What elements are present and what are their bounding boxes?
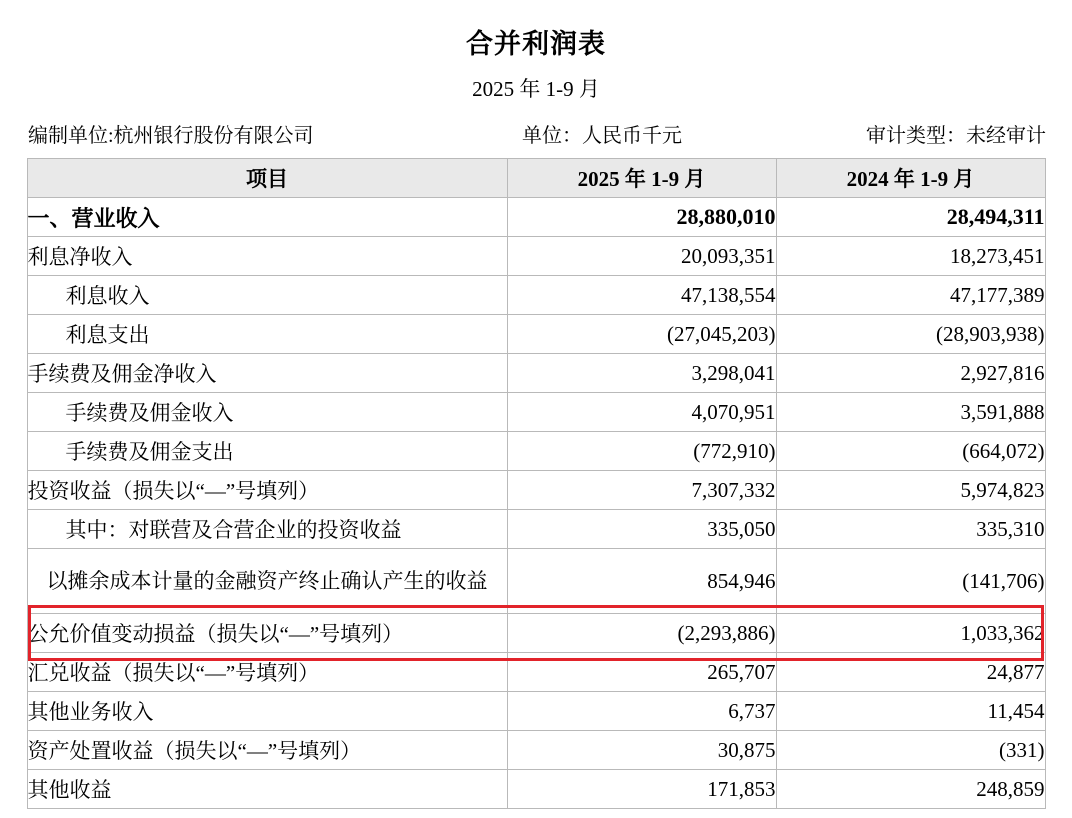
- table-row: [27, 471, 1045, 510]
- row-label: 其中：对联营及合营企业的投资收益: [27, 510, 507, 549]
- row-value-2025: 854,946: [507, 549, 776, 614]
- row-value-2024: 3,591,888: [776, 393, 1045, 432]
- row-value-2025: 6,737: [507, 692, 776, 731]
- row-label: 利息收入: [27, 276, 507, 315]
- meta-audit-type: 审计类型：未经审计: [866, 125, 1046, 147]
- page-title: 合并利润表: [466, 29, 606, 59]
- table-row: [27, 770, 1045, 809]
- row-label: 投资收益（损失以“—”号填列）: [27, 471, 507, 510]
- row-value-2025: 30,875: [507, 731, 776, 770]
- row-value-2025: 20,093,351: [507, 237, 776, 276]
- table-row: [27, 653, 1045, 692]
- table-row: [27, 315, 1045, 354]
- table-row: [27, 237, 1045, 276]
- row-value-2024: 2,927,816: [776, 354, 1045, 393]
- income-statement-table: [27, 158, 1046, 809]
- document-page: [0, 22, 1072, 818]
- row-value-2024: 47,177,389: [776, 276, 1045, 315]
- row-value-2025: 265,707: [507, 653, 776, 692]
- row-value-2025: (2,293,886): [507, 614, 776, 653]
- row-value-2024: (331): [776, 731, 1045, 770]
- table-row: [27, 198, 1045, 237]
- row-value-2024: 5,974,823: [776, 471, 1045, 510]
- row-value-2024: 248,859: [776, 770, 1045, 809]
- row-value-2024: (141,706): [776, 549, 1045, 614]
- table-row: [27, 432, 1045, 471]
- row-label: 汇兑收益（损失以“—”号填列）: [27, 653, 507, 692]
- row-value-2025: 171,853: [507, 770, 776, 809]
- row-value-2024: 335,310: [776, 510, 1045, 549]
- row-label: 一、营业收入: [27, 198, 507, 237]
- row-label: 利息净收入: [27, 237, 507, 276]
- row-value-2024: 1,033,362: [776, 614, 1045, 653]
- row-value-2025: 3,298,041: [507, 354, 776, 393]
- row-label: 手续费及佣金净收入: [27, 354, 507, 393]
- table-row: [27, 510, 1045, 549]
- table-header-row: [27, 159, 1045, 198]
- table-row: [27, 692, 1045, 731]
- table-row: [27, 276, 1045, 315]
- meta-preparer: 编制单位:杭州银行股份有限公司: [28, 125, 314, 147]
- table-row-highlighted: [27, 614, 1045, 653]
- row-value-2024: 24,877: [776, 653, 1045, 692]
- row-label: 其他业务收入: [27, 692, 507, 731]
- row-value-2024: 28,494,311: [776, 198, 1045, 237]
- meta-unit: 单位：人民币千元: [522, 125, 682, 147]
- page-subtitle: 2025 年 1-9 月: [472, 77, 600, 101]
- document-meta: [0, 119, 1072, 148]
- row-label: 资产处置收益（损失以“—”号填列）: [27, 731, 507, 770]
- row-value-2025: 28,880,010: [507, 198, 776, 237]
- row-value-2024: (28,903,938): [776, 315, 1045, 354]
- row-value-2025: 335,050: [507, 510, 776, 549]
- table-row: [27, 731, 1045, 770]
- column-header-2025: 2025 年 1-9 月: [507, 159, 776, 198]
- row-label: 手续费及佣金支出: [27, 432, 507, 471]
- row-value-2024: (664,072): [776, 432, 1045, 471]
- column-header-item: 项目: [27, 159, 507, 198]
- row-label: 以摊余成本计量的金融资产终止确认产生的收益: [27, 549, 507, 614]
- table-row: [27, 354, 1045, 393]
- column-header-2024: 2024 年 1-9 月: [776, 159, 1045, 198]
- row-value-2025: (772,910): [507, 432, 776, 471]
- row-value-2024: 18,273,451: [776, 237, 1045, 276]
- row-value-2025: 47,138,554: [507, 276, 776, 315]
- row-value-2025: (27,045,203): [507, 315, 776, 354]
- table-body: [27, 198, 1045, 809]
- table-row: [27, 393, 1045, 432]
- row-value-2025: 7,307,332: [507, 471, 776, 510]
- row-value-2025: 4,070,951: [507, 393, 776, 432]
- row-label: 利息支出: [27, 315, 507, 354]
- row-label: 公允价值变动损益（损失以“—”号填列）: [27, 614, 507, 653]
- row-value-2024: 11,454: [776, 692, 1045, 731]
- table-row: [27, 549, 1045, 614]
- row-label: 手续费及佣金收入: [27, 393, 507, 432]
- row-label: 其他收益: [27, 770, 507, 809]
